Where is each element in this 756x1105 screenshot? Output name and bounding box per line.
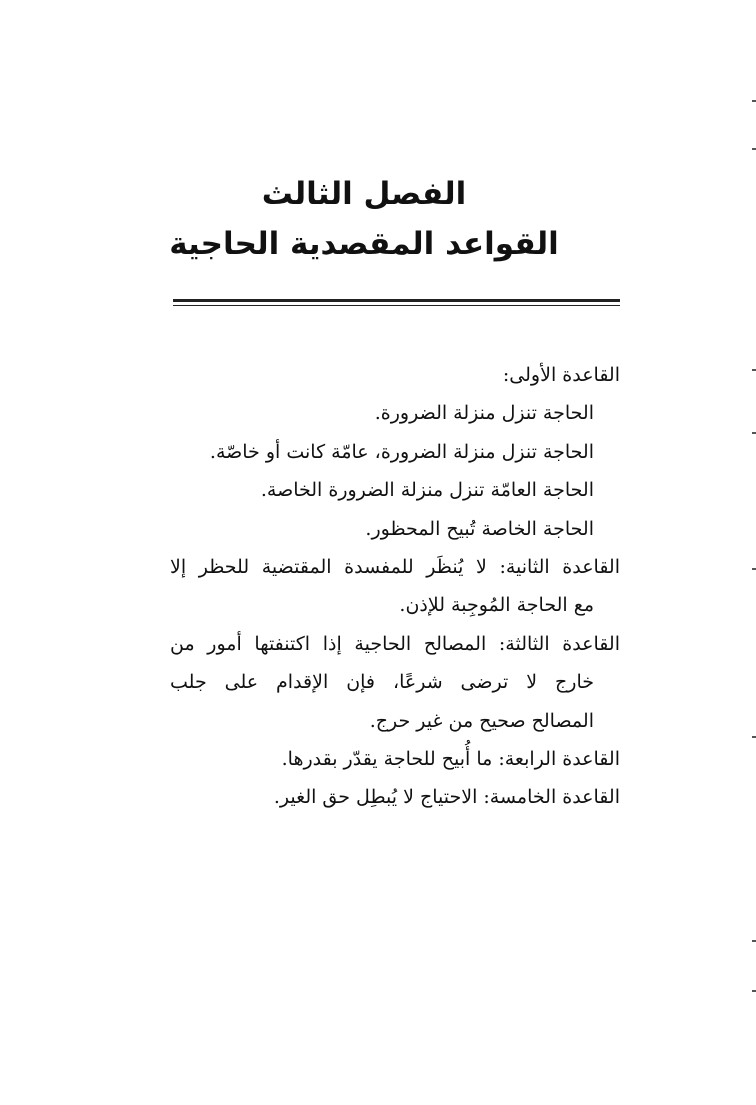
scan-edge-mark [752,568,756,570]
rule-first-item-1: الحاجة تنزل منزلة الضرورة. [374,402,594,425]
rule-second-line-2: مع الحاجة المُوجِبة للإذن. [399,594,594,617]
scan-edge-mark [752,369,756,371]
rule-first-item-4: الحاجة الخاصة تُبيح المحظور. [365,517,594,540]
rule-first-item-2: الحاجة تنزل منزلة الضرورة، عامّة كانت أو خاصّة. [209,440,594,463]
scan-edge-mark [752,940,756,942]
title-divider-thick [173,299,620,302]
scan-edge-mark [752,148,756,150]
rule-third-line-2: خارج لا ترضى شرعًا، فإن الإقدام على جلب [170,671,594,694]
rules-list [170,356,620,817]
rule-second-line-1: القاعدة الثانية: لا يُنظَر للمفسدة المقتضية للحظر إلا [170,555,620,578]
rule-first-heading: القاعدة الأولى: [502,364,620,386]
scan-edge-mark [752,432,756,434]
scan-edge-mark [752,990,756,992]
title-divider-thin [173,305,620,306]
scan-edge-mark [752,736,756,738]
rule-third-line-1: القاعدة الثالثة: المصالح الحاجية إذا اكتنفتها أمور من [170,632,620,655]
scan-edge-mark [752,100,756,102]
rule-first-item-3: الحاجة العامّة تنزل منزلة الضرورة الخاصة. [260,479,594,502]
rule-fourth: القاعدة الرابعة: ما أُبيح للحاجة يقدّر بقدرها. [281,747,620,770]
chapter-title: الفصل الثالث [261,176,467,212]
rule-fifth: القاعدة الخامسة: الاحتياج لا يُبطِل حق الغير. [273,786,620,809]
chapter-subtitle: القواعد المقصدية الحاجية [169,226,559,262]
rule-third-line-3: المصالح صحيح من غير حرج. [369,709,594,732]
